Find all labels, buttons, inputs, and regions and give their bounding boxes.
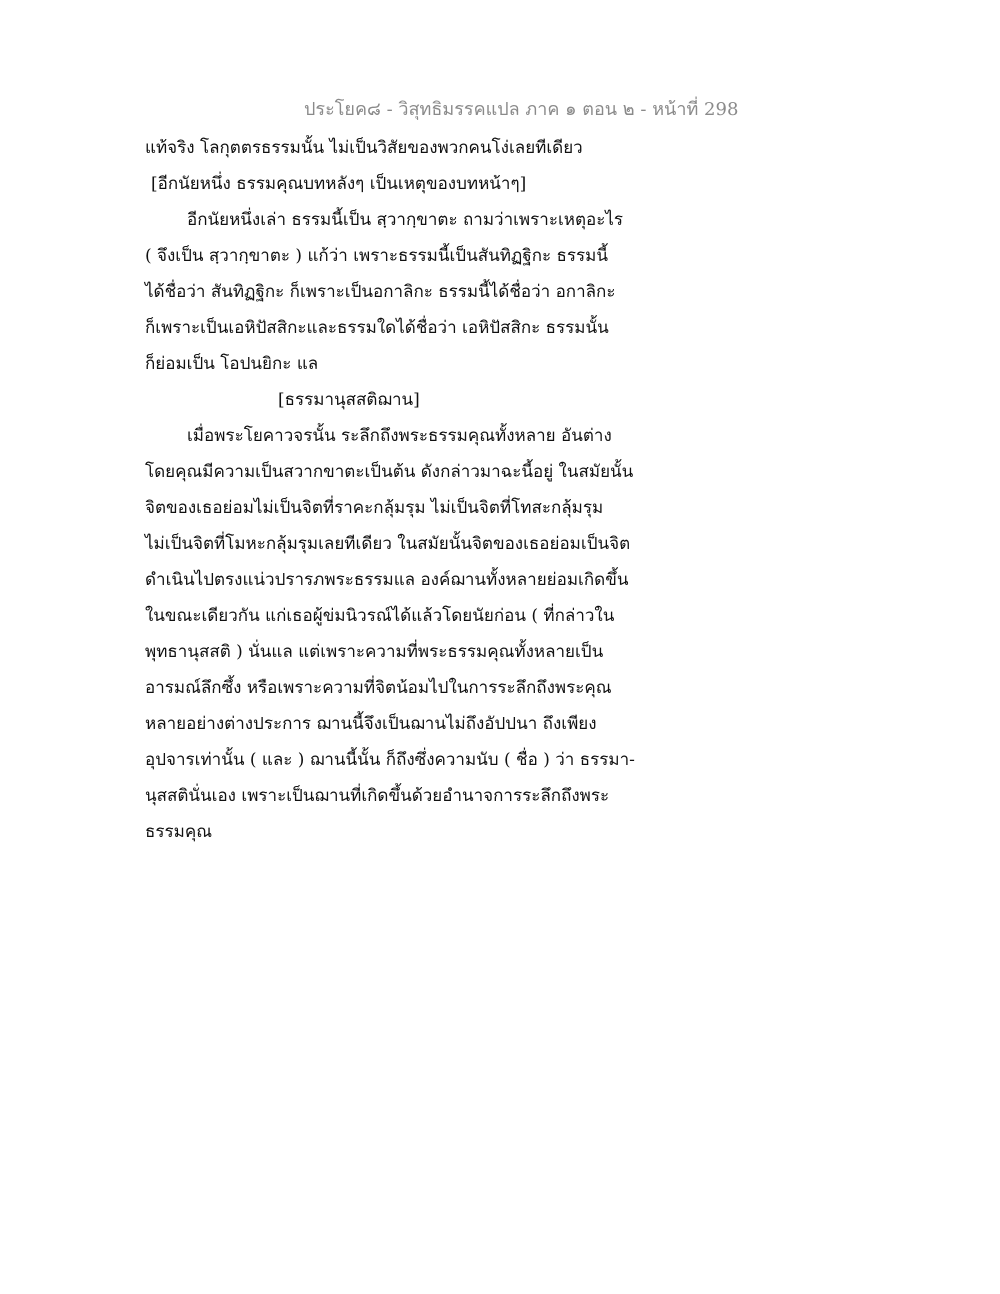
document-body (145, 130, 665, 850)
paragraph-line: อีกนัยหนึ่งเล่า ธรรมนี้เป็น สฺวากฺขาตะ ถามว่าเพราะเหตุอะไร (187, 210, 624, 230)
paragraph-line: โดยคุณมีความเป็นสวากขาตะเป็นต้น ดังกล่าวมาฉะนี้อยู่ ในสมัยนั้น (145, 462, 634, 482)
paragraph-line: แท้จริง โลกุตตรธรรมนั้น ไม่เป็นวิสัยของพวกคนโง่เลยทีเดียว (145, 138, 583, 158)
paragraph-line: ก็ย่อมเป็น โอปนยิกะ แล (145, 354, 319, 374)
paragraph-line: ไม่เป็นจิตที่โมหะกลุ้มรุมเลยทีเดียว ในสมัยนั้นจิตของเธอย่อมเป็นจิต (145, 534, 631, 554)
paragraph-line: ( จึงเป็น สฺวากฺขาตะ ) แก้ว่า เพราะธรรมนี้เป็นสันทิฏฐิกะ ธรรมนี้ (145, 246, 609, 266)
paragraph-line: พุทธานุสสติ ) นั่นแล แต่เพราะความที่พระธรรมคุณทั้งหลายเป็น (145, 642, 604, 662)
paragraph-line: จิตของเธอย่อมไม่เป็นจิตที่ราคะกลุ้มรุม ไม่เป็นจิตที่โทสะกลุ้มรุม (145, 498, 604, 518)
section-note: [อีกนัยหนึ่ง ธรรมคุณบทหลังๆ เป็นเหตุของบทหน้าๆ] (151, 174, 527, 194)
paragraph-line: อุปจารเท่านั้น ( และ ) ฌานนี้นั้น ก็ถึงซึ่งความนับ ( ชื่อ ) ว่า ธรรมา- (145, 750, 635, 770)
paragraph-line: อารมณ์ลึกซึ้ง หรือเพราะความที่จิตน้อมไปในการระลึกถึงพระคุณ (145, 678, 612, 698)
paragraph-line: เมื่อพระโยคาวจรนั้น ระลึกถึงพระธรรมคุณทั้งหลาย อันต่าง (187, 426, 612, 446)
section-heading: [ธรรมานุสสติฌาน] (278, 390, 420, 410)
paragraph-line: ก็เพราะเป็นเอหิปัสสิกะและธรรมใดได้ชื่อว่า เอหิปัสสิกะ ธรรมนั้น (145, 318, 609, 338)
page-header: ประโยค๘ - วิสุทธิมรรคแปล ภาค ๑ ตอน ๒ - หน้าที่ 298 (304, 99, 739, 120)
paragraph-line: หลายอย่างต่างประการ ฌานนี้จึงเป็นฌานไม่ถึงอัปปนา ถึงเพียง (145, 714, 597, 734)
paragraph-line: ได้ชื่อว่า สันทิฏฐิกะ ก็เพราะเป็นอกาลิกะ ธรรมนี้ได้ชื่อว่า อกาลิกะ (145, 282, 616, 302)
paragraph-line: ดำเนินไปตรงแน่วปรารภพระธรรมแล องค์ฌานทั้งหลายย่อมเกิดขึ้น (145, 570, 629, 590)
paragraph-line: นุสสตินั่นเอง เพราะเป็นฌานที่เกิดขึ้นด้วยอำนาจการระลึกถึงพระ (145, 786, 610, 806)
paragraph-line: ในขณะเดียวกัน แก่เธอผู้ข่มนิวรณ์ได้แล้วโดยนัยก่อน ( ที่กล่าวใน (145, 606, 615, 626)
paragraph-line: ธรรมคุณ (145, 822, 212, 842)
